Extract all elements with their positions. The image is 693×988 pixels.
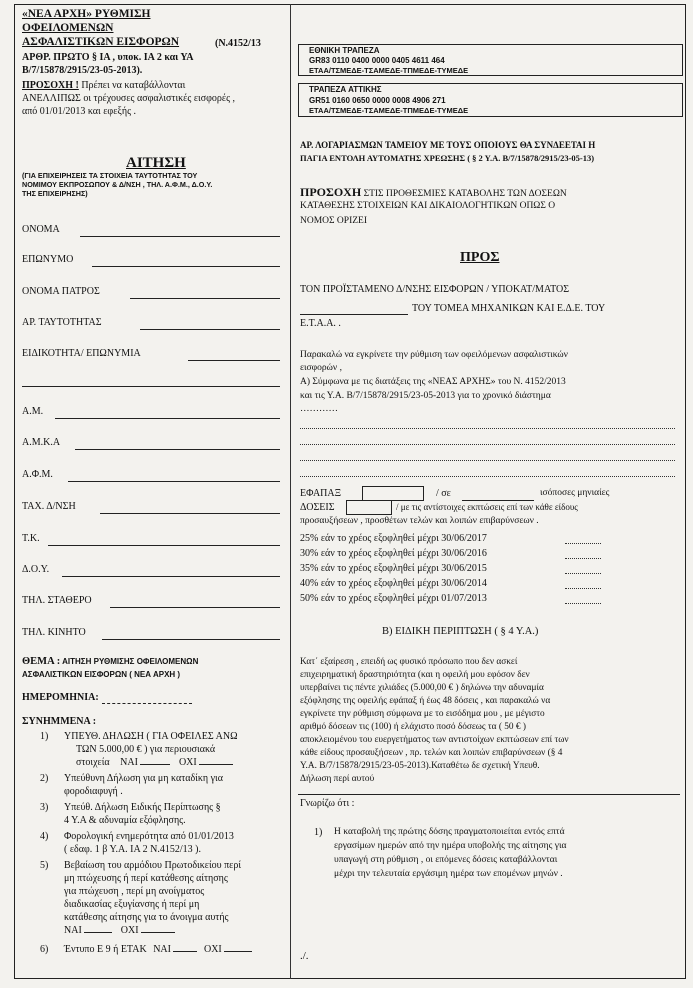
request-line-5: ………… bbox=[300, 404, 338, 414]
discount-2013-field[interactable] bbox=[565, 603, 601, 604]
attachment-1-no-field[interactable] bbox=[199, 764, 233, 765]
bank-2-beneficiary: ΕΤΑΑ/ΤΣΜΕΔΕ-ΤΣΑΜΕΔΕ-ΤΠΜΕΔΕ-ΤΥΜΕΔΕ bbox=[309, 106, 469, 115]
attachment-3-number: 3) bbox=[40, 802, 49, 813]
discount-2016-field[interactable] bbox=[565, 558, 601, 559]
recipient-line-3: Ε.Τ.Α.Α. . bbox=[300, 318, 341, 329]
attachment-1-yes[interactable]: ΝΑΙ bbox=[120, 757, 138, 768]
column-divider bbox=[290, 4, 291, 979]
warning-label: ΠΡΟΣΟΧΗ bbox=[300, 185, 362, 199]
discount-2013: 50% εάν το χρέος εξοφληθεί μέχρι 01/07/2013 bbox=[300, 593, 487, 604]
attachment-6-yes-field[interactable] bbox=[173, 951, 197, 952]
attachment-5-yes-field[interactable] bbox=[84, 932, 112, 933]
attachment-4-line-1: Φορολογική ενημερότητα από 01/01/2013 bbox=[64, 831, 234, 842]
attachment-6-no-field[interactable] bbox=[224, 951, 252, 952]
installments-box[interactable] bbox=[346, 500, 392, 515]
notice-line-3: από 01/01/2013 και εφεξής . bbox=[22, 106, 137, 117]
special-line-9: Υ.Α. Β/7/15878/2915/23-05-2013).Καταθέτω δε σχετική Υπευθ. bbox=[300, 761, 540, 771]
subject-text: ΑΙΤΗΣΗ ΡΥΘΜΙΣΗΣ ΟΦΕΙΛΟΜΕΝΩΝ bbox=[60, 657, 199, 666]
field-landline[interactable] bbox=[110, 607, 280, 608]
header-law: (Ν.4152/13 bbox=[215, 38, 261, 49]
attachment-4-number: 4) bbox=[40, 831, 49, 842]
attachment-6-number: 6) bbox=[40, 944, 49, 955]
bank-1-beneficiary: ΕΤΑΑ/ΤΣΜΕΔΕ-ΤΣΑΜΕΔΕ-ΤΠΜΕΔΕ-ΤΥΜΕΔΕ bbox=[309, 66, 469, 75]
attachment-1-yes-field[interactable] bbox=[140, 764, 170, 765]
field-label-tax-office: Δ.Ο.Υ. bbox=[22, 564, 50, 575]
special-line-4: εξόφλησης της οφειλής εφάπαξ ή έως 48 δόσεις , και παρακαλώ να bbox=[300, 696, 551, 706]
bank-1-name: ΕΘΝΙΚΗ ΤΡΑΠΕΖΑ bbox=[309, 46, 380, 55]
warning-line-1 bbox=[300, 185, 567, 200]
subject-line-1 bbox=[22, 656, 198, 667]
attachment-5-line-1: Βεβαίωση του αρμόδιου Πρωτοδικείου περί bbox=[64, 860, 242, 871]
attachment-5-line-5: κατάθεσης αίτησης για το άνοιγμα αυτής bbox=[64, 912, 229, 923]
attachment-5-answers bbox=[64, 925, 175, 936]
field-label-afm: Α.Φ.Μ. bbox=[22, 469, 53, 480]
note-1-number: 1) bbox=[314, 827, 323, 838]
bank-2-name: ΤΡΑΠΕΖΑ ΑΤΤΙΚΗΣ bbox=[309, 85, 382, 94]
notice-label: ΠΡΟΣΟΧΗ ! bbox=[22, 80, 79, 91]
attachment-1-line-3 bbox=[76, 757, 233, 768]
field-label-surname: ΕΠΩΝΥΜΟ bbox=[22, 254, 74, 265]
special-line-8: κάθε είδους προσαυξήσεων , πρ. τελών και λοιπών επιβαρύνσεων (§ 4 bbox=[300, 748, 563, 758]
installments-count-field[interactable] bbox=[462, 500, 534, 501]
special-line-10: Δήλωση περί αυτού bbox=[300, 774, 375, 784]
application-title: ΑΙΤΗΣΗ bbox=[126, 155, 186, 171]
notify-divider bbox=[298, 794, 680, 795]
attachment-6-yes[interactable]: ΝΑΙ bbox=[153, 944, 171, 955]
lump-sum-box[interactable] bbox=[362, 486, 424, 501]
accounts-note-1: ΑΡ. ΛΟΓΑΡΙΑΣΜΩΝ ΤΑΜΕΙΟΥ ΜΕ ΤΟΥΣ ΟΠΟΙΟΥΣ ΘΑ ΣΥΝΔΕΕΤΑΙ Η bbox=[300, 140, 596, 150]
application-subtitle-2: ΝΟΜΙΜΟΥ ΕΚΠΡΟΣΩΠΟΥ & Δ/ΝΣΗ , ΤΗΛ. Α.Φ.Μ., Δ.Ο.Υ. bbox=[22, 180, 213, 189]
note-1-line-1: Η καταβολή της πρώτης δόσης πραγματοποιείται εντός επτά bbox=[334, 827, 565, 837]
subject-line-2: ΑΣΦΑΛΙΣΤΙΚΩΝ ΕΙΣΦΟΡΩΝ ( ΝΕΑ ΑΡΧΗ ) bbox=[22, 670, 181, 679]
period-line-4[interactable] bbox=[300, 476, 675, 477]
discount-2015: 35% εάν το χρέος εξοφληθεί μέχρι 30/06/2015 bbox=[300, 563, 487, 574]
period-line-1[interactable] bbox=[300, 428, 675, 429]
header-line-2: ΟΦΕΙΛΟΜΕΝΩΝ bbox=[22, 22, 114, 34]
field-specialty-continued[interactable] bbox=[22, 386, 280, 387]
request-line-3: Α) Σύμφωνα με τις διατάξεις της «ΝΕΑΣ ΑΡΧΗΣ» του Ν. 4152/2013 bbox=[300, 377, 566, 387]
warning-text: ΣΤΙΣ ΠΡΟΘΕΣΜΙΕΣ ΚΑΤΑΒΟΛΗΣ ΤΩΝ ΔΟΣΕΩΝ bbox=[361, 189, 567, 199]
attachment-2-line-1: Υπεύθυνη Δήλωση για μη καταδίκη για bbox=[64, 773, 223, 784]
installments-tail: / με τις αντίστοιχες εκπτώσεις επί των κάθε είδους bbox=[396, 502, 578, 512]
field-label-postcode: Τ.Κ. bbox=[22, 533, 40, 544]
field-label-name: ΟΝΟΜΑ bbox=[22, 224, 60, 235]
attachment-1-number: 1) bbox=[40, 731, 49, 742]
attachment-5-yes[interactable]: ΝΑΙ bbox=[64, 925, 82, 936]
note-1-line-4: μέχρι την τελευταία εργάσιμη ημέρα των επομένων μηνών . bbox=[334, 869, 563, 879]
recipient-line-2: ΤΟΥ ΤΟΜΕΑ ΜΗΧΑΝΙΚΩΝ ΚΑΙ Ε.Δ.Ε. ΤΟΥ bbox=[412, 303, 606, 314]
special-line-2: επιχειρηματική δραστηριότητα (και η οφειλή μου εφόσον δεν bbox=[300, 670, 530, 680]
discount-2016: 30% εάν το χρέος εξοφληθεί μέχρι 30/06/2016 bbox=[300, 548, 487, 559]
special-case-title: Β) ΕΙΔΙΚΗ ΠΕΡΙΠΤΩΣΗ ( § 4 Υ.Α.) bbox=[382, 626, 539, 637]
discount-2014: 40% εάν το χρέος εξοφληθεί μέχρι 30/06/2014 bbox=[300, 578, 487, 589]
request-line-2: εισφορών , bbox=[300, 363, 342, 373]
note-1-line-2: εργασίμων ημερών από την ημέρα υποβολής της αίτησης για bbox=[334, 841, 567, 851]
subject-label: ΘΕΜΑ : bbox=[22, 656, 61, 667]
attachment-1-no[interactable]: ΟΧΙ bbox=[178, 757, 197, 768]
field-label-am: Α.Μ. bbox=[22, 406, 44, 417]
attachment-1-line-2: ΤΩΝ 5.000,00 € ) για περιουσιακά bbox=[76, 744, 216, 755]
notify-title: Γνωρίζω ότι : bbox=[300, 798, 355, 809]
attachment-3-line-1: Υπεύθ. Δήλωση Ειδικής Περίπτωσης § bbox=[64, 802, 221, 813]
bank-2-iban: GR51 0160 0650 0000 0008 4906 271 bbox=[309, 96, 446, 105]
attachment-6-no[interactable]: ΟΧΙ bbox=[203, 944, 222, 955]
field-label-specialty: ΕΙΔΙΚΟΤΗΤΑ/ ΕΠΩΝΥΜΙΑ bbox=[22, 348, 141, 359]
field-am[interactable] bbox=[55, 418, 280, 419]
special-line-7: αποκλειομένου του ευεργετήματος των αντιστοίχων εκπτώσεων επί των bbox=[300, 735, 569, 745]
application-subtitle-1: (ΓΙΑ ΕΠΙΧΕΙΡΗΣΕΙΣ ΤΑ ΣΤΟΙΧΕΙΑ ΤΑΥΤΟΤΗΤΑΣ ΤΟΥ bbox=[22, 171, 198, 180]
attachment-4-line-2: ( εδαφ. 1 β Υ.Α. ΙΑ 2 Ν.4152/13 ). bbox=[64, 844, 202, 855]
notice-line-1 bbox=[22, 80, 185, 91]
attachment-5-line-2: μη πτώχευσης ή περί κατάθεσης αίτησης bbox=[64, 873, 228, 884]
date-label: ΗΜΕΡΟΜΗΝΙΑ: bbox=[22, 692, 99, 703]
application-subtitle-3: ΤΗΣ ΕΠΙΧΕΙΡΗΣΗΣ) bbox=[22, 189, 88, 198]
installments-line-2: προσαυξήσεων , προσθέτων τελών και λοιπών επιβαρύνσεων . bbox=[300, 516, 539, 526]
discount-2017-field[interactable] bbox=[565, 543, 601, 544]
attachment-6-text: Έντυπο Ε 9 ή ΕΤΑΚ bbox=[64, 944, 147, 955]
date-field[interactable] bbox=[102, 703, 192, 704]
attachment-5-number: 5) bbox=[40, 860, 49, 871]
field-label-amka: Α.Μ.Κ.Α bbox=[22, 437, 61, 448]
attachment-2-number: 2) bbox=[40, 773, 49, 784]
attachment-5-line-3: για πτώχευση , περί μη ανοίγματος bbox=[64, 886, 205, 897]
field-id-number[interactable] bbox=[140, 329, 280, 330]
special-line-1: Κατ΄ εξαίρεση , επειδή ως φυσικό πρόσωπο που δεν ασκεί bbox=[300, 657, 518, 667]
attachment-5-no-field[interactable] bbox=[141, 932, 175, 933]
field-label-mobile: ΤΗΛ. ΚΙΝΗΤΟ bbox=[22, 627, 86, 638]
installments-label: ΔΟΣΕΙΣ bbox=[300, 502, 335, 513]
request-line-1: Παρακαλώ να εγκρίνετε την ρύθμιση των οφειλόμενων ασφαλιστικών bbox=[300, 350, 568, 360]
accounts-note-2: ΠΑΓΙΑ ΕΝΤΟΛΗ ΑΥΤΟΜΑΤΗΣ ΧΡΕΩΣΗΣ ( § 2 Υ.Α. Β/7/15878/2915/23-05-13) bbox=[300, 153, 595, 163]
header-line-3: ΑΣΦΑΛΙΣΤΙΚΩΝ ΕΙΣΦΟΡΩΝ bbox=[22, 36, 180, 48]
to-title: ΠΡΟΣ bbox=[460, 250, 500, 265]
bank-box-national bbox=[298, 44, 683, 76]
field-afm[interactable] bbox=[68, 481, 280, 482]
period-line-3[interactable] bbox=[300, 460, 675, 461]
lump-sum-label: ΕΦΑΠΑΞ bbox=[300, 488, 342, 499]
field-label-id-number: ΑΡ. ΤΑΥΤΟΤΗΤΑΣ bbox=[22, 317, 102, 328]
discount-2014-field[interactable] bbox=[565, 588, 601, 589]
notice-line-2: ΑΝΕΛΛΙΠΩΣ οι τρέχουσες ασφαλιστικές εισφορές , bbox=[22, 93, 236, 104]
field-tax-office[interactable] bbox=[62, 576, 280, 577]
attachment-1-text: στοιχεία bbox=[76, 757, 110, 768]
special-line-3: υπερβαίνει τις πέντε χιλιάδες (5.000,00 € ) δηλώνω την αδυναμία bbox=[300, 683, 544, 693]
field-label-father-name: ΟΝΟΜΑ ΠΑΤΡΟΣ bbox=[22, 286, 100, 297]
attachment-6-line bbox=[64, 944, 252, 955]
period-line-2[interactable] bbox=[300, 444, 675, 445]
header-article: ΑΡΘΡ. ΠΡΩΤΟ § ΙΑ , υποκ. ΙΑ 2 και ΥΑ bbox=[22, 52, 194, 63]
bank-box-attica bbox=[298, 83, 683, 117]
field-surname[interactable] bbox=[92, 266, 280, 267]
recipient-line-1: ΤΟΝ ΠΡΟΪΣΤΑΜΕΝΟ Δ/ΝΣΗΣ ΕΙΣΦΟΡΩΝ / ΥΠΟΚΑΤ/ΜΑΤΟΣ bbox=[300, 284, 570, 295]
field-postcode[interactable] bbox=[48, 545, 280, 546]
special-line-5: εγκρίνετε την ρύθμιση σύμφωνα με το εισόδημα μου , με μέγιστο bbox=[300, 709, 545, 719]
recipient-office-field[interactable] bbox=[300, 314, 408, 315]
field-specialty[interactable] bbox=[188, 360, 280, 361]
field-label-address: ΤΑΧ. Δ/ΝΣΗ bbox=[22, 501, 76, 512]
field-name[interactable] bbox=[80, 236, 280, 237]
lump-sum-tail: ισόποσες μηνιαίες bbox=[540, 488, 610, 498]
notice-text: Πρέπει να καταβάλλονται bbox=[78, 80, 186, 91]
field-address[interactable] bbox=[100, 513, 280, 514]
warning-line-2: ΚΑΤΑΘΕΣΗΣ ΣΤΟΙΧΕΙΩΝ ΚΑΙ ΔΙΚΑΙΟΛΟΓΗΤΙΚΩΝ ΟΠΩΣ Ο bbox=[300, 201, 556, 211]
attachment-5-no[interactable]: ΟΧΙ bbox=[120, 925, 139, 936]
attachment-3-line-2: 4 Υ.Α & αδυναμία εξόφλησης. bbox=[64, 815, 186, 826]
field-mobile[interactable] bbox=[102, 639, 280, 640]
discount-2015-field[interactable] bbox=[565, 573, 601, 574]
field-father-name[interactable] bbox=[130, 298, 280, 299]
end-mark: ./. bbox=[300, 950, 309, 962]
attachment-1-line-1: ΥΠΕΥΘ. ΔΗΛΩΣΗ ( ΓΙΑ ΟΦΕΙΛΕΣ ΑΝΩ bbox=[64, 731, 238, 742]
note-1-line-3: υπαγωγή στη ρύθμιση , οι επόμενες δόσεις καταβάλλονται bbox=[334, 855, 558, 865]
header-decision: Β/7/15878/2915/23-05-2013). bbox=[22, 65, 143, 76]
attachment-5-line-4: διαδικασίας εξυγίανσης ή περί μη bbox=[64, 899, 200, 910]
request-line-4: και τις Υ.Α. Β/7/15878/2915/23-05-2013 για το χρονικό διάστημα bbox=[300, 391, 551, 401]
header-title: «ΝΕΑ ΑΡΧΗ» ΡΥΘΜΙΣΗ bbox=[22, 8, 151, 20]
special-line-6: αριθμό δόσεων τις (100) ή ελάχιστο ποσό δόσεως τα ( 50 € ) bbox=[300, 722, 526, 732]
warning-line-3: ΝΟΜΟΣ ΟΡΙΖΕΙ bbox=[300, 216, 368, 226]
lump-sum-separator: / σε bbox=[436, 488, 451, 499]
attachment-2-line-2: φοροδιαφυγή . bbox=[64, 786, 123, 797]
attachments-title: ΣΥΝΗΜΜΕΝΑ : bbox=[22, 716, 97, 727]
bank-1-iban: GR83 0110 0400 0000 0405 4611 464 bbox=[309, 56, 445, 65]
discount-2017: 25% εάν το χρέος εξοφληθεί μέχρι 30/06/2017 bbox=[300, 533, 487, 544]
field-amka[interactable] bbox=[75, 449, 280, 450]
field-label-landline: ΤΗΛ. ΣΤΑΘΕΡΟ bbox=[22, 595, 92, 606]
